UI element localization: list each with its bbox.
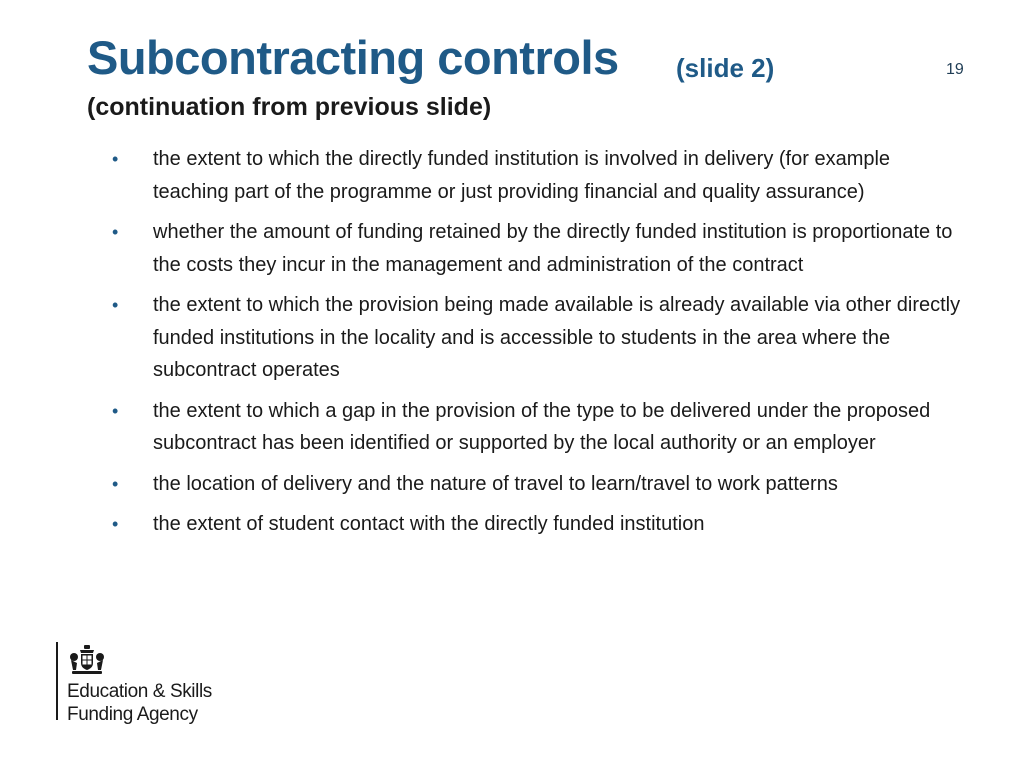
bullet-item [112, 468, 962, 501]
bullet-marker: • [112, 149, 119, 169]
slide-subtitle: (continuation from previous slide) [87, 93, 492, 121]
royal-crest-icon [66, 644, 108, 678]
bullet-text: the extent to which the provision being made available is already available via other directly funded institutions in the locality and is accessible to students in the area where the subcontract operates [153, 294, 961, 381]
bullet-item [112, 289, 962, 387]
logo-line-1: Education & Skills [67, 681, 212, 702]
agency-logo [56, 642, 246, 725]
logo-wordmark [67, 680, 212, 726]
bullet-marker: • [112, 514, 119, 534]
bullet-text: the extent to which a gap in the provision of the type to be delivered under the proposed subcontract has been identified or supported by the local authority or an employer [153, 399, 931, 454]
bullet-marker: • [112, 222, 119, 242]
bullet-text: the location of delivery and the nature of travel to learn/travel to work patterns [153, 472, 838, 495]
slide-title-note: (slide 2) [676, 53, 775, 83]
logo-line-2: Funding Agency [67, 704, 198, 725]
bullet-text: whether the amount of funding retained by the directly funded institution is proportionate to the costs they incur in the management and administration of the contract [153, 221, 953, 276]
logo-divider [56, 642, 58, 720]
bullet-item [112, 143, 962, 208]
bullet-marker: • [112, 473, 119, 494]
bullet-text: the extent to which the directly funded institution is involved in delivery (for example teaching part of the programme or just providing financial and quality assurance) [153, 148, 891, 203]
bullet-list [112, 143, 962, 549]
bullet-item [112, 395, 962, 460]
bullet-text: the extent of student contact with the directly funded institution [153, 513, 705, 535]
slide-number: 19 [946, 61, 964, 78]
slide-title: Subcontracting controls [87, 31, 619, 84]
bullet-marker: • [112, 295, 119, 315]
bullet-marker: • [112, 400, 119, 421]
bullet-item [112, 508, 962, 541]
bullet-item [112, 216, 962, 281]
